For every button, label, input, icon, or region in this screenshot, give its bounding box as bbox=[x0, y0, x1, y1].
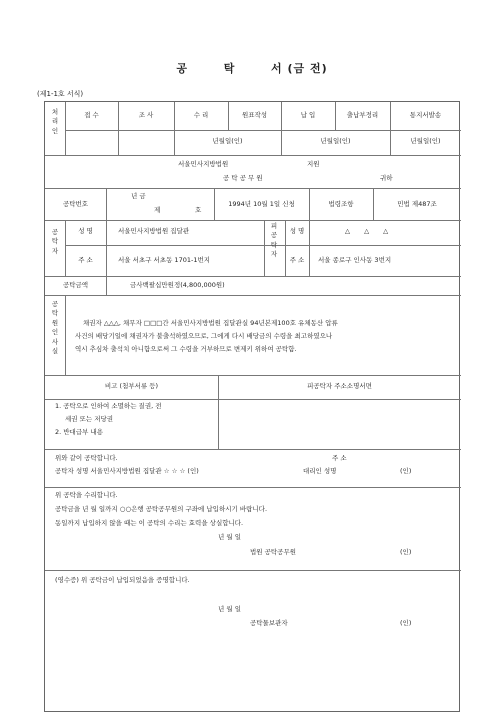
receipt-seal: (인) bbox=[400, 619, 412, 627]
agent-name-label: 대리인 성명 bbox=[303, 467, 337, 475]
receipt-officer: 공탁물보관자 bbox=[250, 619, 288, 627]
apply-line-2: 공탁자 성명 서울민사지방법원 집달관 ☆ ☆ ☆ (인) bbox=[55, 467, 199, 475]
remarks-label: 비고 (첨부서류 등) bbox=[104, 382, 159, 390]
court-branch: 지원 bbox=[307, 160, 320, 168]
law-article-value: 민법 제487조 bbox=[397, 200, 437, 208]
title-char-3: 서 bbox=[271, 62, 283, 75]
application-date: 1994년 10월 1일 신청 bbox=[228, 200, 295, 208]
depositee-address-label: 주 소 bbox=[289, 256, 305, 264]
handler-side-label: 처 리 인 bbox=[51, 108, 59, 135]
cause-line-2: 사건의 배당기일에 채권자가 불출석하였으므로, 그에게 다시 배당금의 수령을 최고하였으나 bbox=[75, 332, 333, 340]
amount-label: 공탁금액 bbox=[62, 281, 89, 289]
accept-officer: 법원 공탁공무원 bbox=[250, 548, 297, 556]
agent-seal: (인) bbox=[400, 467, 412, 475]
form-number: (제1-1호 서식) bbox=[37, 90, 84, 98]
court-officer: 공 탁 공 무 원 bbox=[223, 174, 263, 182]
remarks-item-1a: 1. 공탁으로 인하여 소멸하는 질권, 전 bbox=[55, 402, 162, 410]
receipt-date: 년 월 일 bbox=[218, 605, 241, 613]
header-acceptance: 수 리 bbox=[193, 111, 209, 119]
cause-line-1: 채권자 △△△, 채무자 □□□간 서울민사지방법원 집달관실 94년본제100호 유체동산 압류 bbox=[83, 319, 338, 327]
accept-line-2: 공탁금을 년 월 일까지 ○○은행 공탁공무원의 구좌에 납입하시기 바랍니다. bbox=[55, 505, 268, 513]
accept-seal: (인) bbox=[400, 548, 412, 556]
depositor-name: 서울민사지방법원 집달관 bbox=[118, 227, 190, 235]
receipt-line-1: (영수증) 위 공탁금이 납입되었음을 증명합니다. bbox=[55, 576, 190, 584]
court-honorific: 귀하 bbox=[380, 174, 393, 182]
header-payment: 납 입 bbox=[300, 111, 316, 119]
deposit-no-prefix: 제 bbox=[154, 206, 161, 214]
apply-address-label: 주 소 bbox=[332, 454, 347, 462]
header-original-record: 원표작성 bbox=[241, 111, 268, 119]
title-char-4: (금 전) bbox=[287, 62, 328, 75]
header-investigation: 조 사 bbox=[138, 111, 154, 119]
court-name: 서울민사지방법원 bbox=[178, 160, 229, 168]
apply-line-1: 위와 같이 공탁합니다. bbox=[55, 454, 118, 462]
date-seal-cell-3: 년월일(인) bbox=[410, 137, 441, 145]
accept-line-1: 위 공탁을 수리합니다. bbox=[55, 491, 118, 499]
cause-line-3: 역시 추심차 출석치 아니함으로써 그 수령을 거부하므로 변제키 위하여 공탁함. bbox=[75, 345, 297, 353]
depositor-name-label: 성 명 bbox=[78, 227, 93, 235]
remarks-item-1b: 세권 또는 저당권 bbox=[65, 415, 114, 423]
date-seal-cell-1: 년월일(인) bbox=[212, 137, 243, 145]
title-char-1: 공 bbox=[176, 62, 188, 75]
depositee-side-label: 피 공 탁 자 bbox=[270, 222, 278, 259]
header-ledger: 출납부정리 bbox=[346, 111, 379, 119]
remarks-item-2: 2. 반대급부 내용 bbox=[55, 428, 104, 436]
deposit-form bbox=[44, 101, 460, 712]
depositee-address-proof: 피공탁자 주소소명서면 bbox=[307, 382, 372, 390]
deposit-number-label: 공탁번호 bbox=[62, 200, 89, 208]
document-title bbox=[0, 60, 504, 76]
depositor-side-label: 공 탁 자 bbox=[51, 228, 59, 255]
header-receipt: 접 수 bbox=[84, 111, 99, 119]
accept-line-3: 동일까지 납입하지 않을 때는 이 공탁의 수리는 효력을 상실합니다. bbox=[55, 519, 244, 527]
deposit-year: 년 금 bbox=[131, 192, 146, 200]
depositor-address: 서울 서초구 서초동 1701-1번지 bbox=[118, 256, 211, 264]
depositor-address-label: 주 소 bbox=[78, 256, 93, 264]
depositee-name: △ △ △ bbox=[345, 227, 395, 235]
cause-side-label: 공 탁 원 인 사 실 bbox=[51, 300, 59, 356]
depositee-address: 서울 종로구 인사동 3번지 bbox=[318, 256, 392, 264]
date-seal-cell-2: 년월일(인) bbox=[320, 137, 351, 145]
deposit-no-suffix: 호 bbox=[195, 206, 202, 214]
header-notice: 통지서발송 bbox=[409, 111, 442, 119]
depositee-name-label: 성 명 bbox=[289, 227, 305, 235]
title-char-2: 탁 bbox=[223, 62, 236, 75]
accept-date: 년 월 일 bbox=[218, 533, 241, 541]
amount-value: 금사백팔십만원정(4,800,000원) bbox=[130, 281, 225, 289]
law-article-label: 법령조항 bbox=[328, 200, 354, 208]
